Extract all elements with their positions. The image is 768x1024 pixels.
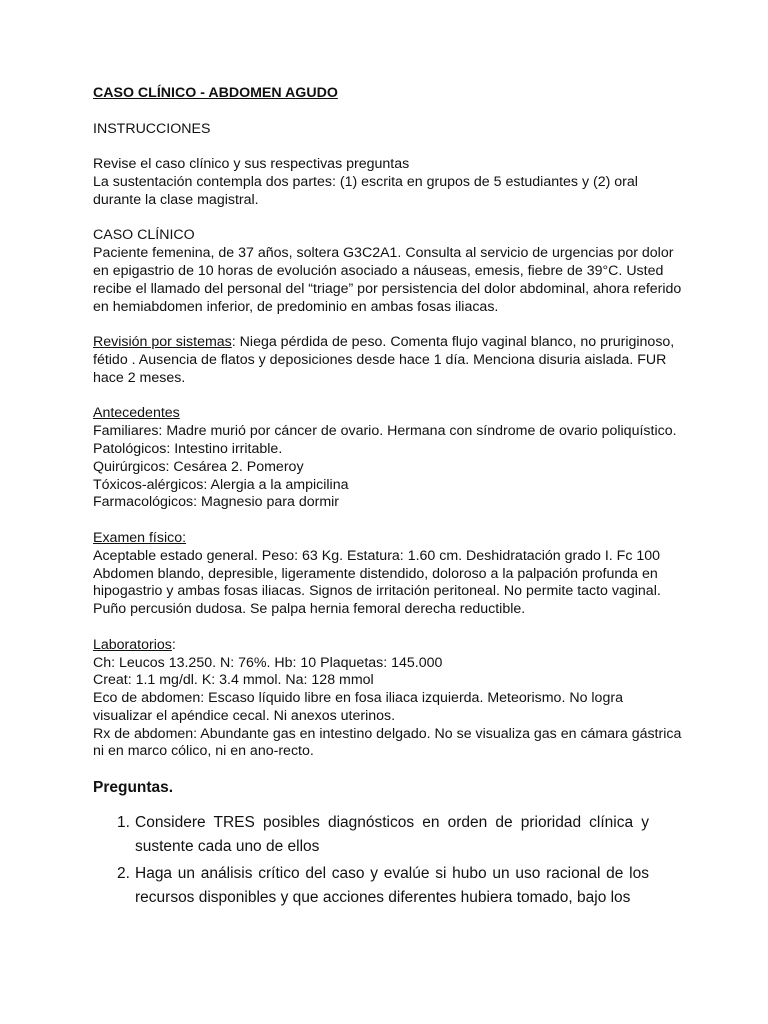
laboratorios-heading-line bbox=[93, 637, 683, 655]
instrucciones-heading: INSTRUCCIONES bbox=[93, 120, 211, 137]
preguntas-list bbox=[93, 811, 649, 910]
pregunta-text: Considere TRES posibles diagnósticos en orden de prioridad clínica y sustente cada uno de ellos bbox=[135, 814, 649, 856]
laboratorios-line: Eco de abdomen: Escaso líquido libre en fosa iliaca izquierda. Meteorismo. No logra visualizar el apéndice cecal. Ni anexos uterinos. bbox=[93, 690, 623, 724]
spacer bbox=[93, 316, 683, 334]
spacer bbox=[93, 138, 683, 156]
revision-paragraph bbox=[93, 334, 683, 387]
laboratorios-heading-suffix: : bbox=[171, 636, 176, 653]
caso-heading: CASO CLÍNICO bbox=[93, 227, 195, 244]
antecedentes-line: Quirúrgicos: Cesárea 2. Pomeroy bbox=[93, 458, 304, 475]
antecedentes-line: Familiares: Madre murió por cáncer de ovario. Hermana con síndrome de ovario poliquístico. bbox=[93, 423, 677, 440]
spacer bbox=[93, 619, 683, 637]
laboratorios-line: Rx de abdomen: Abundante gas en intestino delgado. No se visualiza gas en cámara gástrica ni en marco cólico, ni en ano-recto. bbox=[93, 725, 682, 760]
antecedentes-line: Patológicos: Intestino irritable. bbox=[93, 440, 283, 457]
antecedentes-line: Tóxicos-alérgicos: Alergia a la ampicilina bbox=[93, 476, 349, 493]
examen-heading: Examen físico: bbox=[93, 529, 187, 546]
pregunta-number: 1. bbox=[117, 814, 130, 832]
pregunta-item bbox=[93, 862, 649, 910]
document-title: CASO CLÍNICO - ABDOMEN AGUDO bbox=[93, 85, 338, 101]
examen-line: Abdomen blando, depresible, ligeramente distendido, doloroso a la palpación profunda en hipogastrio y ambas fosas iliacas. Signos de irritación peritoneal. No permite tacto vaginal. Puño percusión dudosa. Se palpa hernia femoral derecha reductible. bbox=[93, 565, 661, 618]
revision-text: : Niega pérdida de peso. Comenta flujo vaginal blanco, no pruriginoso, fétido . Ausencia de flatos y deposiciones desde hace 1 día. Menciona disuria aislada. FUR hace 2 meses. bbox=[93, 334, 675, 386]
preguntas-heading: Preguntas. bbox=[93, 779, 174, 797]
document-body bbox=[93, 85, 683, 913]
antecedentes-line: Farmacológicos: Magnesio para dormir bbox=[93, 494, 340, 511]
caso-text: Paciente femenina, de 37 años, soltera G3C2A1. Consulta al servicio de urgencias por dolor en epigastrio de 10 horas de evolución asociado a náuseas, emesis, fiebre de 39°C. Usted recibe el llamado del personal del “triage” por persistencia del dolor abdominal, ahora referido en hemiabdomen inferior, de predominio en ambas fosas iliacas. bbox=[93, 245, 682, 315]
spacer bbox=[93, 210, 683, 228]
pregunta-item bbox=[93, 811, 649, 859]
pregunta-number: 2. bbox=[117, 865, 130, 883]
pregunta-text: Haga un análisis crítico del caso y evalúe si hubo un uso racional de los recursos disponibles y que acciones diferentes hubiera tomado, bajo los bbox=[135, 865, 649, 907]
examen-line: Aceptable estado general. Peso: 63 Kg. Estatura: 1.60 cm. Deshidratación grado I. Fc 100 bbox=[93, 547, 661, 564]
spacer bbox=[93, 103, 683, 121]
spacer bbox=[93, 512, 683, 530]
laboratorios-heading: Laboratorios bbox=[93, 636, 172, 653]
revision-label: Revisión por sistemas bbox=[93, 334, 232, 351]
instrucciones-line: Revise el caso clínico y sus respectivas preguntas bbox=[93, 156, 410, 173]
spacer bbox=[93, 388, 683, 406]
instrucciones-line: La sustentación contempla dos partes: (1) escrita en grupos de 5 estudiantes y (2) oral durante la clase magistral. bbox=[93, 173, 638, 208]
laboratorios-line: Ch: Leucos 13.250. N: 76%. Hb: 10 Plaquetas: 145.000 bbox=[93, 654, 443, 671]
laboratorios-line: Creat: 1.1 mg/dl. K: 3.4 mmol. Na: 128 mmol bbox=[93, 672, 374, 689]
antecedentes-heading: Antecedentes bbox=[93, 405, 180, 422]
